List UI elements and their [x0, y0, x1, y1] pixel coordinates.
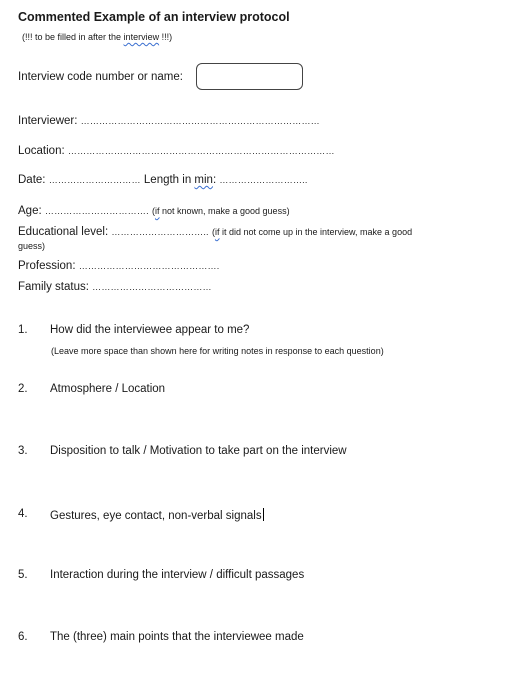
age-label: Age: [18, 205, 42, 217]
fill-in-note-prefix: (!!! to be filled in after the [22, 32, 124, 42]
date-row [18, 174, 308, 186]
question-note: (Leave more space than shown here for writing notes in response to each question) [51, 346, 384, 356]
education-note [212, 227, 412, 237]
question-number: 2. [18, 383, 28, 395]
location-dots[interactable]: …………………………………………………………………………… [67, 146, 335, 156]
age-note-rest: not known, make a good guess) [159, 206, 290, 216]
length-dots[interactable]: ……………………….. [219, 175, 308, 185]
interviewer-label: Interviewer: [18, 115, 78, 127]
interview-code-box[interactable] [196, 63, 303, 90]
location-label: Location: [18, 145, 65, 157]
profession-label: Profession: [18, 260, 76, 272]
question-number: 5. [18, 569, 28, 581]
question-text: Disposition to talk / Motivation to take part on the interview [50, 445, 347, 457]
age-dots[interactable]: ……………………………. [44, 206, 149, 216]
family-label: Family status: [18, 281, 89, 293]
age-note-open: ( [151, 206, 155, 216]
question-number: 6. [18, 631, 28, 643]
education-dots[interactable]: ………………………….. [111, 227, 209, 237]
length-colon: : [212, 174, 217, 186]
text-cursor [263, 508, 264, 521]
fill-in-note-suffix: !!!) [159, 32, 173, 42]
question-number: 3. [18, 445, 28, 457]
question-text: Gestures, eye contact, non-verbal signals [50, 510, 262, 522]
age-note-if: if [154, 206, 160, 216]
question-row [50, 508, 264, 522]
interviewer-dots[interactable]: …………………………………………………………………… [80, 116, 320, 126]
question-number: 4. [18, 508, 28, 520]
age-row [18, 205, 290, 217]
document-title: Commented Example of an interview protocol [18, 10, 290, 24]
question-text: Interaction during the interview / difficult passages [50, 569, 305, 581]
question-text: Atmosphere / Location [50, 383, 166, 395]
education-note-if: if [214, 227, 220, 237]
date-label: Date: [18, 174, 46, 186]
fill-in-note [22, 32, 172, 42]
interview-code-label: Interview code number or name: [18, 71, 183, 83]
length-unit: min [194, 174, 213, 186]
length-label: Length in [143, 174, 195, 186]
profession-row [18, 260, 219, 272]
family-dots[interactable]: ………………………………… [92, 282, 212, 292]
question-text: How did the interviewee appear to me? [50, 324, 250, 336]
date-dots[interactable]: ………………………… [48, 175, 141, 185]
education-label: Educational level: [18, 226, 109, 238]
education-row [18, 226, 412, 238]
location-row [18, 145, 335, 157]
profession-dots[interactable]: ………………………………………. [78, 261, 220, 271]
fill-in-note-word: interview [123, 32, 160, 42]
education-note-rest: it did not come up in the interview, make a good [219, 227, 413, 237]
education-note-open: ( [211, 227, 215, 237]
question-text: The (three) main points that the interviewee made [50, 631, 304, 643]
interviewer-row [18, 115, 320, 127]
age-note [152, 206, 290, 216]
family-row [18, 281, 212, 293]
education-note-cont: guess) [18, 241, 46, 251]
question-number: 1. [18, 324, 28, 336]
